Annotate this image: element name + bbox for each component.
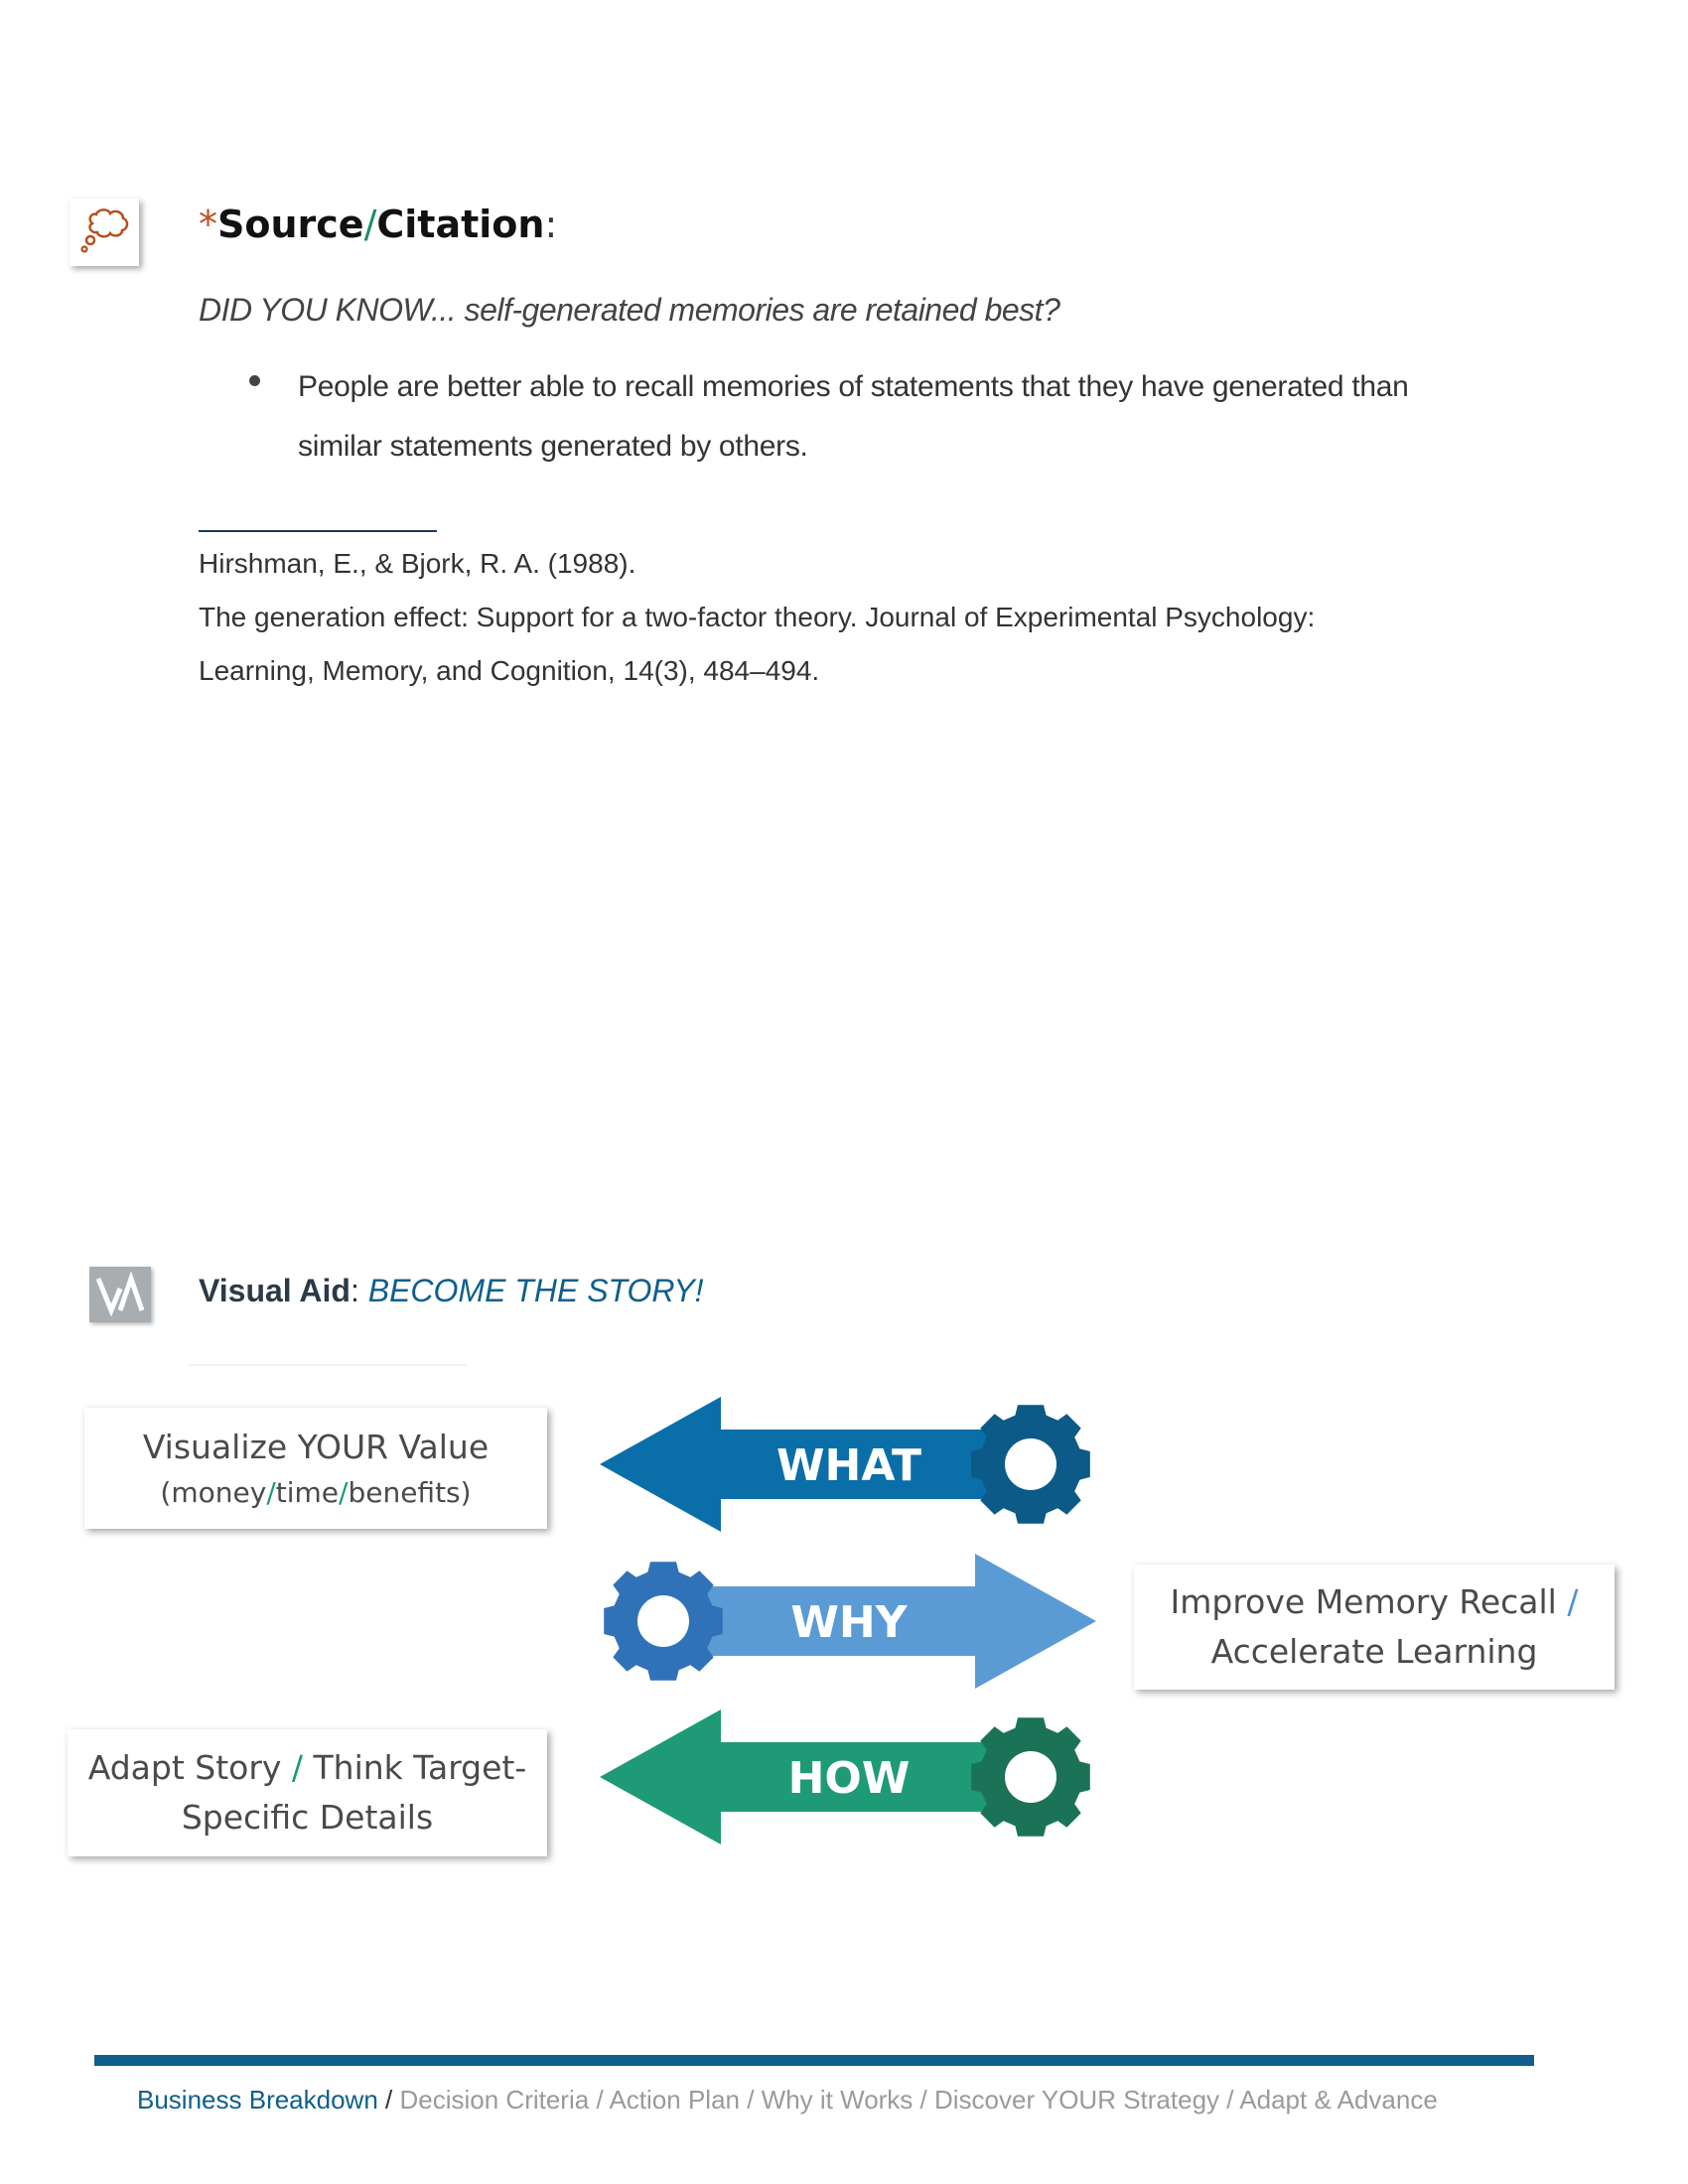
- heading-citation: Citation: [376, 203, 545, 246]
- card-why-line2: Accelerate Learning: [1210, 1632, 1538, 1671]
- how-label: HOW: [787, 1753, 911, 1804]
- what-arrow: [600, 1397, 1090, 1532]
- visual-aid-colon: :: [350, 1273, 359, 1308]
- footnote-divider: [199, 530, 437, 532]
- card-improve-memory: [1134, 1565, 1615, 1690]
- footer-separator: /: [589, 2085, 610, 2115]
- faint-divider: [189, 1364, 467, 1366]
- why-arrow: [604, 1554, 1096, 1689]
- footer-separator: /: [913, 2085, 934, 2115]
- heading-source: Source: [217, 203, 364, 246]
- source-citation-heading: [199, 203, 557, 246]
- heading-asterisk: *: [199, 203, 217, 246]
- card-visualize-value: [84, 1408, 547, 1529]
- card-how-line1: Adapt Story / Think Target-: [87, 1748, 527, 1787]
- what-why-how-diagram: [596, 1385, 1112, 1881]
- visual-aid-logo: [89, 1267, 151, 1322]
- bullet-text: People are better able to recall memories of statements that they have generated than similar statements generated by others.: [298, 370, 1409, 463]
- footer-item-decision-criteria[interactable]: Decision Criteria: [399, 2085, 590, 2115]
- footer-rule: [94, 2055, 1534, 2066]
- footer-separator: /: [740, 2085, 762, 2115]
- bullet-dot: [249, 375, 260, 386]
- what-label: WHAT: [775, 1440, 922, 1491]
- how-arrow: [600, 1709, 1090, 1844]
- did-you-know-text: DID YOU KNOW... self-generated memories are retained best?: [199, 292, 1060, 328]
- footer-item-action-plan[interactable]: Action Plan: [609, 2085, 740, 2115]
- footnote-line-1: Hirshman, E., & Bjork, R. A. (1988).: [199, 548, 636, 579]
- footer-item-adapt-advance[interactable]: Adapt & Advance: [1239, 2085, 1438, 2115]
- visual-aid-heading: [199, 1273, 704, 1309]
- footer-separator: /: [1219, 2085, 1240, 2115]
- card-what-line1: Visualize YOUR Value: [142, 1428, 490, 1466]
- footer-separator: /: [377, 2085, 400, 2115]
- footer-breadcrumb: [137, 2085, 1438, 2116]
- card-why-line1: Improve Memory Recall /: [1170, 1582, 1579, 1621]
- card-how-line2: Specific Details: [181, 1798, 434, 1837]
- why-label: WHY: [790, 1597, 908, 1648]
- card-what-line2: (money/time/benefits): [160, 1476, 472, 1509]
- footer-item-discover-strategy[interactable]: Discover YOUR Strategy: [933, 2085, 1220, 2115]
- thought-bubble-icon: [70, 199, 139, 266]
- footnote-line-2: The generation effect: Support for a two-factor theory. Journal of Experimental Psychology:: [199, 602, 1316, 632]
- card-adapt-story: [68, 1729, 547, 1856]
- heading-slash: /: [363, 203, 377, 246]
- footnote-line-3: Learning, Memory, and Cognition, 14(3), 484–494.: [199, 655, 820, 686]
- heading-colon: :: [544, 203, 558, 246]
- visual-aid-subtitle: BECOME THE STORY!: [367, 1273, 704, 1308]
- visual-aid-label: Visual Aid: [199, 1273, 351, 1308]
- footer-item-why-it-works[interactable]: Why it Works: [761, 2085, 914, 2115]
- footer-item-business-breakdown[interactable]: Business Breakdown: [137, 2085, 378, 2115]
